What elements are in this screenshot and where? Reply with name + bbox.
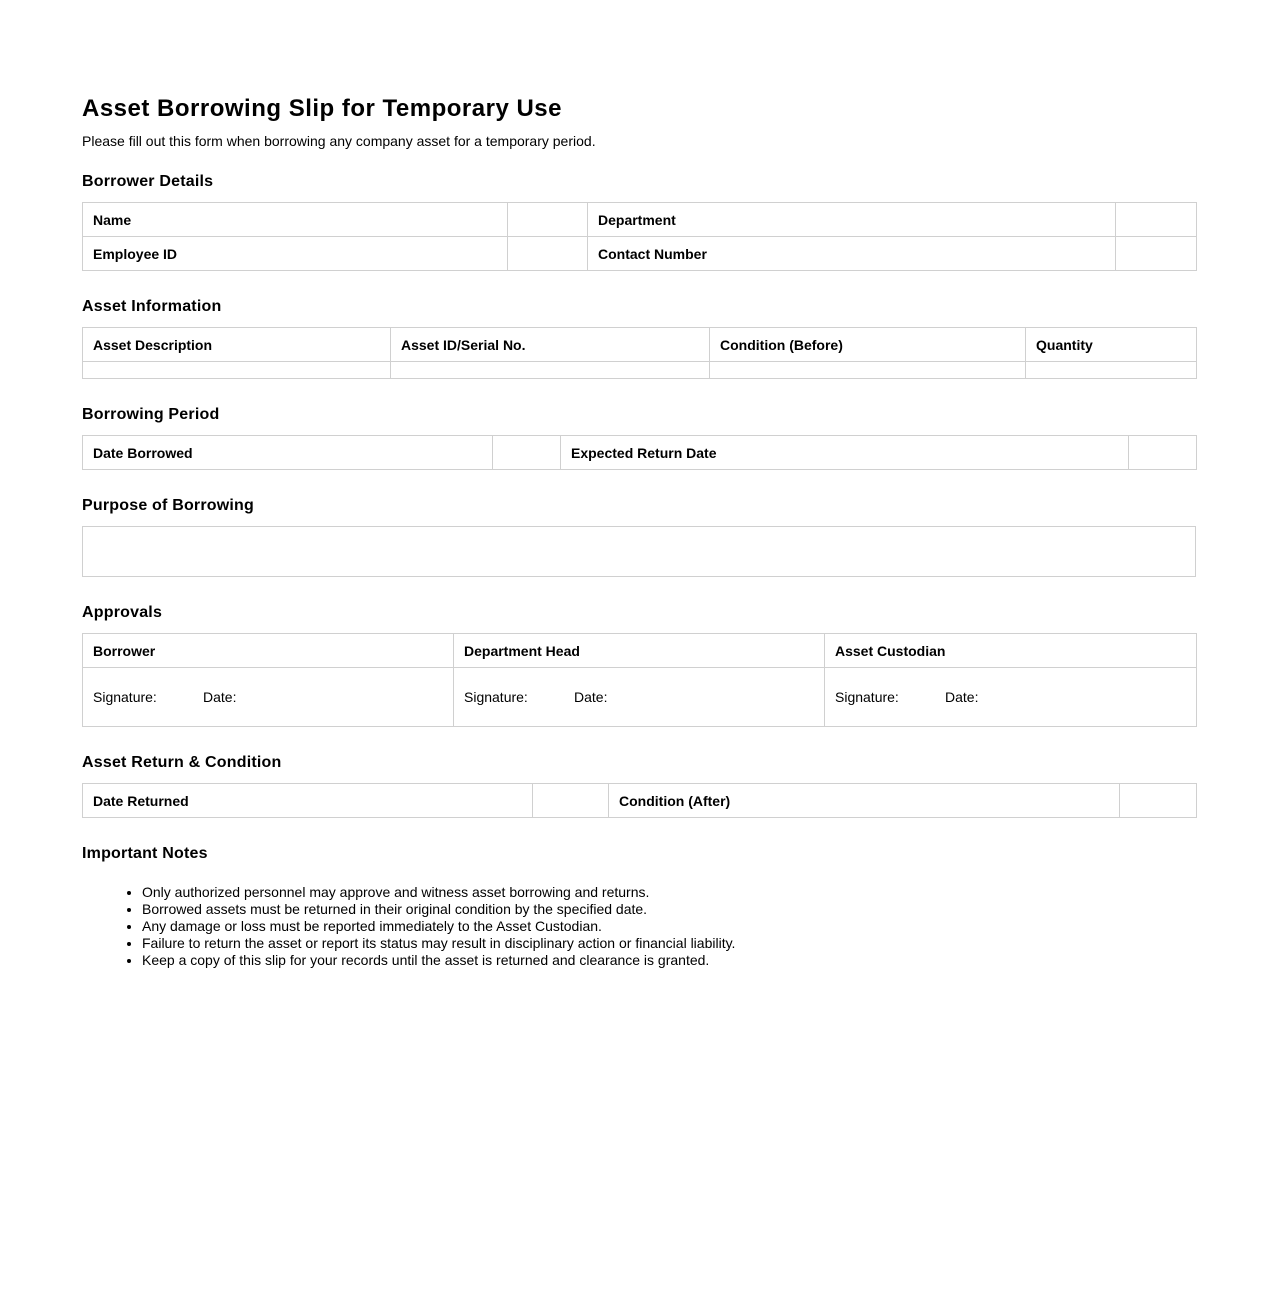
signature-label: Signature:	[93, 689, 157, 705]
list-item: • Keep a copy of this slip for your records until the asset is returned and clearance is granted.	[142, 952, 1196, 969]
section-heading-approvals: Approvals	[82, 604, 163, 621]
list-item: • Borrowed assets must be returned in their original condition by the specified date.	[142, 901, 1196, 918]
date-borrowed-label: Date Borrowed	[83, 436, 493, 470]
condition-before-field[interactable]	[710, 362, 1026, 379]
condition-after-field[interactable]	[1120, 784, 1197, 818]
list-item: • Any damage or loss must be reported immediately to the Asset Custodian.	[142, 918, 1196, 935]
approvals-table	[82, 633, 1197, 727]
contact-number-field[interactable]	[1116, 237, 1197, 271]
page-title: Asset Borrowing Slip for Temporary Use	[82, 95, 562, 122]
department-label: Department	[588, 203, 1116, 237]
asset-return-table	[82, 783, 1197, 818]
approval-role-department-head: Department Head	[454, 634, 825, 668]
date-returned-field[interactable]	[533, 784, 609, 818]
column-header-asset-description: Asset Description	[83, 328, 391, 362]
approval-role-asset-custodian: Asset Custodian	[825, 634, 1197, 668]
column-header-condition-before: Condition (Before)	[710, 328, 1026, 362]
quantity-field[interactable]	[1026, 362, 1197, 379]
expected-return-date-field[interactable]	[1129, 436, 1197, 470]
signature-label: Signature:	[835, 689, 899, 705]
table-header-row	[83, 634, 1197, 668]
employee-id-label: Employee ID	[83, 237, 508, 271]
date-label: Date:	[945, 689, 979, 705]
contact-number-label: Contact Number	[588, 237, 1116, 271]
list-item: • Only authorized personnel may approve and witness asset borrowing and returns.	[142, 884, 1196, 901]
condition-after-label: Condition (After)	[609, 784, 1120, 818]
date-borrowed-field[interactable]	[493, 436, 561, 470]
borrower-signature-cell[interactable]	[83, 668, 454, 727]
asset-description-field[interactable]	[83, 362, 391, 379]
notes-list	[82, 884, 1196, 969]
date-label: Date:	[203, 689, 237, 705]
borrowing-period-table	[82, 435, 1197, 470]
table-row	[83, 668, 1197, 727]
asset-id-field[interactable]	[391, 362, 710, 379]
section-heading-asset-return: Asset Return & Condition	[82, 754, 282, 771]
employee-id-field[interactable]	[508, 237, 588, 271]
asset-custodian-signature-cell[interactable]	[825, 668, 1197, 727]
approval-role-borrower: Borrower	[83, 634, 454, 668]
table-row	[83, 784, 1197, 818]
expected-return-date-label: Expected Return Date	[561, 436, 1129, 470]
table-row	[83, 237, 1197, 271]
section-heading-borrower-details: Borrower Details	[82, 173, 214, 190]
section-heading-purpose: Purpose of Borrowing	[82, 497, 254, 514]
name-field[interactable]	[508, 203, 588, 237]
purpose-field[interactable]	[82, 526, 1196, 577]
section-heading-borrowing-period: Borrowing Period	[82, 406, 220, 423]
asset-information-table	[82, 327, 1197, 379]
name-label: Name	[83, 203, 508, 237]
section-heading-important-notes: Important Notes	[82, 845, 208, 862]
table-row	[83, 436, 1197, 470]
column-header-asset-id: Asset ID/Serial No.	[391, 328, 710, 362]
department-field[interactable]	[1116, 203, 1197, 237]
department-head-signature-cell[interactable]	[454, 668, 825, 727]
date-label: Date:	[574, 689, 608, 705]
section-heading-asset-information: Asset Information	[82, 298, 222, 315]
list-item: • Failure to return the asset or report its status may result in disciplinary action or financial liability.	[142, 935, 1196, 952]
page-subtitle: Please fill out this form when borrowing any company asset for a temporary period.	[82, 133, 596, 149]
table-header-row	[83, 328, 1197, 362]
table-row	[83, 203, 1197, 237]
table-row	[83, 362, 1197, 379]
column-header-quantity: Quantity	[1026, 328, 1197, 362]
signature-label: Signature:	[464, 689, 528, 705]
borrower-details-table	[82, 202, 1197, 271]
date-returned-label: Date Returned	[83, 784, 533, 818]
